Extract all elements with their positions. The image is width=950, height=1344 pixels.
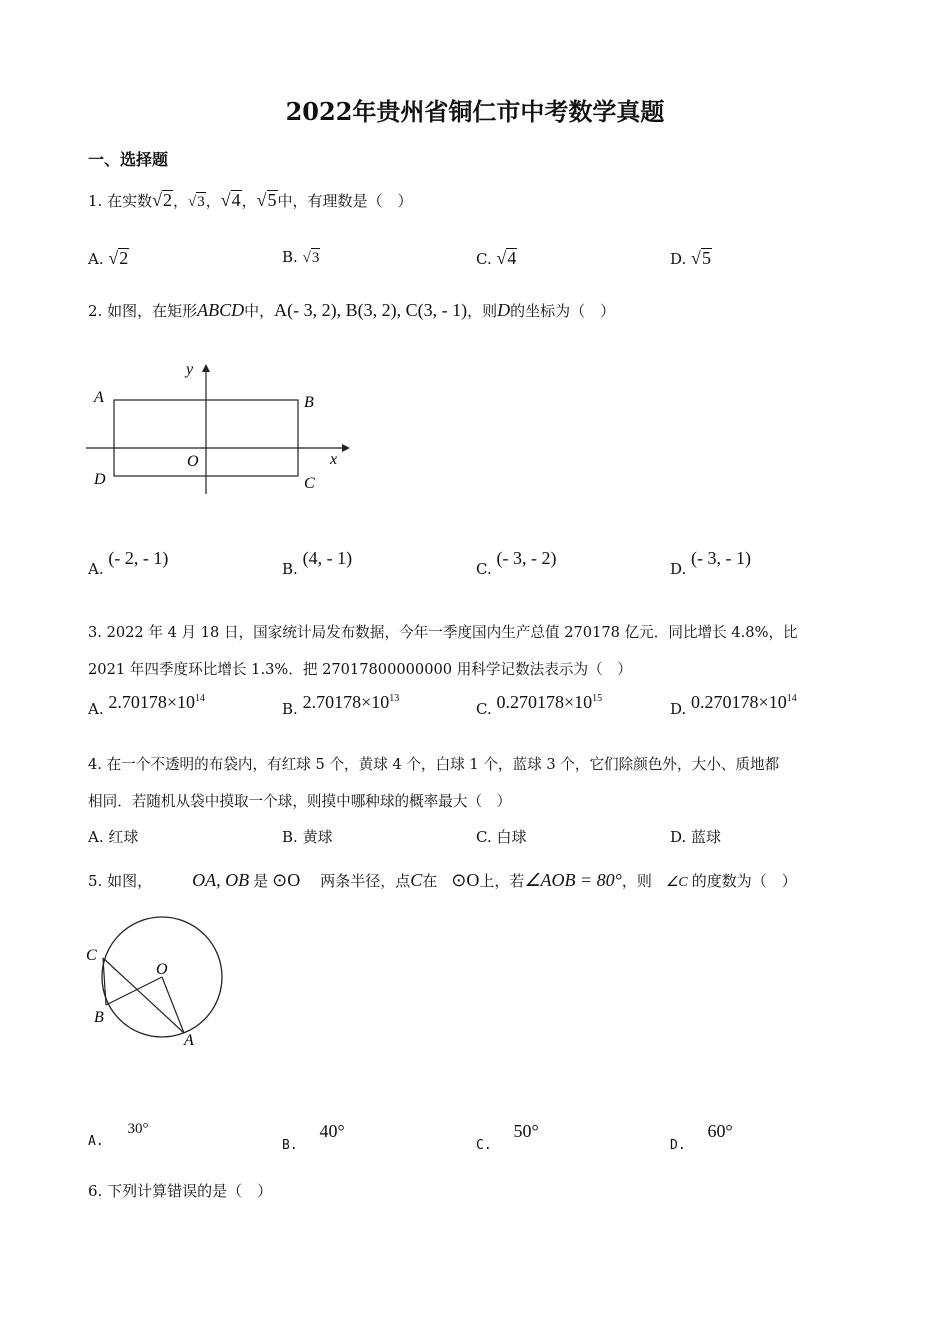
q5-option-a[interactable]: A. 30° [88, 1121, 149, 1149]
q3-option-c[interactable]: C. $0.270178\times 10^{15}$ [476, 692, 603, 718]
q2-figure [84, 358, 354, 498]
label-c: C [86, 947, 97, 964]
q2-option-b[interactable]: B. (4, - 1) [282, 548, 353, 578]
q4-option-a[interactable]: A. 红球 [88, 828, 139, 846]
x-axis-arrow-icon [342, 444, 350, 452]
y-axis-arrow-icon [202, 364, 210, 372]
label-b: B [94, 1009, 104, 1026]
question-5: 5. 如图， OA, OB 是 ⊙O 两条半径，点C在 ⊙O上，若∠AOB = 80°，则 ∠C 的度数为（ ） [88, 870, 797, 890]
label-o: O [156, 961, 168, 978]
q3-option-a[interactable]: A. $2.70178\times 10^{14}$ [88, 692, 206, 718]
q3-option-d[interactable]: D. $0.270178\times 10^{14}$ [670, 692, 797, 718]
angle-aob: ∠AOB = 80° [524, 870, 622, 890]
chord-ca [103, 958, 184, 1033]
q4-option-b[interactable]: B. 黄球 [282, 828, 333, 846]
sqrt-3: √3 [188, 194, 205, 210]
sqrt-5: √5 [256, 190, 277, 210]
radius-ob [106, 977, 162, 1005]
q5-figure [84, 912, 234, 1052]
q1-prefix: 1. 在实数 [88, 192, 153, 210]
page-title: 2022年贵州省铜仁市中考数学真题 [285, 97, 665, 126]
q2-option-a[interactable]: A. (- 2, - 1) [88, 548, 169, 578]
q1-option-a[interactable]: A. √2 [88, 248, 129, 268]
q2-coords: A(- 3, 2), B(3, 2), C(3, - 1) [274, 300, 468, 320]
q1-suffix: 中，有理数是（ ） [277, 192, 413, 210]
label-x: x [330, 451, 338, 468]
sqrt-2: √2 [152, 190, 172, 210]
label-a: A [184, 1032, 194, 1049]
q1-option-c[interactable]: C. √4 [476, 248, 517, 268]
q3-line-2: 2021 年四季度环比增长 1.3%．把 27017800000000 用科学记数法表示为（ ） [88, 661, 632, 678]
q5-option-b[interactable]: B. 40° [282, 1121, 345, 1153]
sqrt-4: √4 [220, 190, 241, 210]
q4-option-d[interactable]: D. 蓝球 [670, 828, 722, 846]
q2-option-c[interactable]: C. (- 3, - 2) [476, 548, 557, 578]
angle-c: ∠C [665, 875, 688, 890]
q5-radii: OA, OB [192, 870, 250, 890]
label-o: O [187, 453, 199, 470]
question-1: 1. 在实数√2，√3，√4，√5中，有理数是（ ） [88, 190, 413, 210]
label-a: A [94, 389, 104, 406]
q4-option-c[interactable]: C. 白球 [476, 828, 527, 846]
rect-name: ABCD [197, 300, 245, 320]
label-c: C [304, 475, 315, 492]
q4-line-2: 相同．若随机从袋中摸取一个球，则摸中哪种球的概率最大（ ） [88, 793, 512, 810]
chord-cb [103, 958, 106, 1005]
question-2: 2. 如图，在矩形ABCD中，A(- 3, 2), B(3, 2), C(3, - 1)，则D的坐标为（ ） [88, 300, 616, 320]
q1-option-d[interactable]: D. √5 [670, 248, 711, 268]
radius-oa [162, 977, 184, 1033]
label-b: B [304, 394, 314, 411]
q1-option-b[interactable]: B. √3 [282, 248, 320, 266]
q3-option-b[interactable]: B. $2.70178\times 10^{13}$ [282, 692, 400, 718]
question-6: 6. 下列计算错误的是（ ） [88, 1182, 273, 1200]
q3-line-1: 3. 2022 年 4 月 18 日，国家统计局发布数据，今年一季度国内生产总值 270178 亿元．同比增长 4.8%，比 [88, 624, 798, 641]
label-y: y [186, 361, 194, 378]
q4-line-1: 4. 在一个不透明的布袋内，有红球 5 个，黄球 4 个，白球 1 个，蓝球 3 个，它们除颜色外，大小、质地都 [88, 756, 780, 773]
q2-option-d[interactable]: D. (- 3, - 1) [670, 548, 752, 578]
label-d: D [94, 471, 106, 488]
section-heading: 一、选择题 [88, 150, 169, 169]
q5-option-d[interactable]: D. 60° [670, 1121, 733, 1153]
q5-option-c[interactable]: C. 50° [476, 1121, 539, 1153]
circle-o: ⊙O [272, 870, 301, 890]
